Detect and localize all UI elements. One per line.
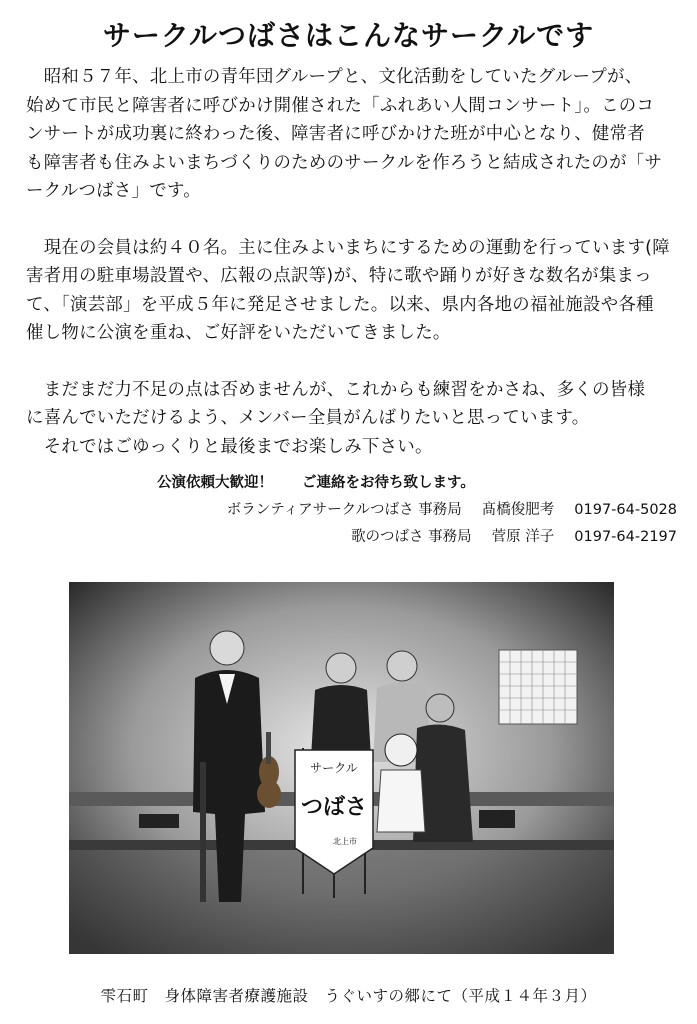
banner-main-text: つばさ [300,795,368,820]
group-photo [69,582,614,954]
paragraph-line: まだまだ力不足の点は否めませんが、これからも練習をかさね、多くの皆様 [26,379,646,400]
paragraph-line: ンサートが成功裏に終わった後、障害者に呼びかけた班が中心となり、健常者 [26,124,646,144]
office-1-name: ボランティアサークルつばさ 事務局 [226,502,462,518]
office-1 [157,497,677,524]
office-2-person: 菅原 洋子 [491,529,555,545]
paragraph-1 [26,63,686,206]
paragraph-line: も障害者も住みよいまちづくりのためのサークルを作ろうと結成されたのが「サ [26,152,663,173]
office-2-name: 歌のつばさ 事務局 [351,529,472,545]
paragraph-line: に喜んでいただけるよう、メンバー全員がんばりたいと思っています。 [26,408,590,428]
paragraph-line: 害者用の駐車場設置や、広報の点訳等)が、特に歌や踊りが好きな数名が集まっ [26,266,652,286]
banner-small-text: 北上市 [333,837,357,846]
office-2 [157,524,677,551]
paragraph-line: 現在の会員は約４０名。主に住みよいまちにするための運動を行っています(障 [26,237,670,258]
office-2-phone: 0197-64-2197 [574,529,677,545]
paragraph-line: 昭和５７年、北上市の青年団グループと、文化活動をしていたグループが、 [26,67,643,87]
paragraph-line: ークルつばさ」です。 [26,181,201,201]
office-1-phone: 0197-64-5028 [574,502,677,518]
wall-calendar [499,650,577,724]
welcome-note: 公演依頼大歓迎！ ご連絡をお待ち致します。 [157,475,475,491]
banner-top-text: サークル [310,761,358,775]
paragraph-3 [26,376,686,462]
paragraph-line: それではごゆっくりと最後までお楽しみ下さい。 [26,436,433,457]
paragraph-line: 催し物に公演を重ね、ご好評をいただいてきました。 [26,323,451,343]
paragraph-line: 始めて市民と障害者に呼びかけ開催された「ふれあい人間コンサート」。このコ [26,95,655,116]
office-1-person: 髙橋俊肥考 [481,502,555,518]
paragraph-2 [26,234,686,348]
page-title: サークルつばさはこんなサークルです [102,19,595,52]
group-photo-drawing [69,582,614,954]
contact-block [157,470,677,551]
photo-caption: 雫石町 身体障害者療護施設 うぐいすの郷にて（平成１４年３月） [100,987,597,1005]
paragraph-line: て、「演芸部」を平成５年に発足させました。以来、県内各地の福祉施設や各種 [26,294,654,315]
body-text [26,63,686,461]
